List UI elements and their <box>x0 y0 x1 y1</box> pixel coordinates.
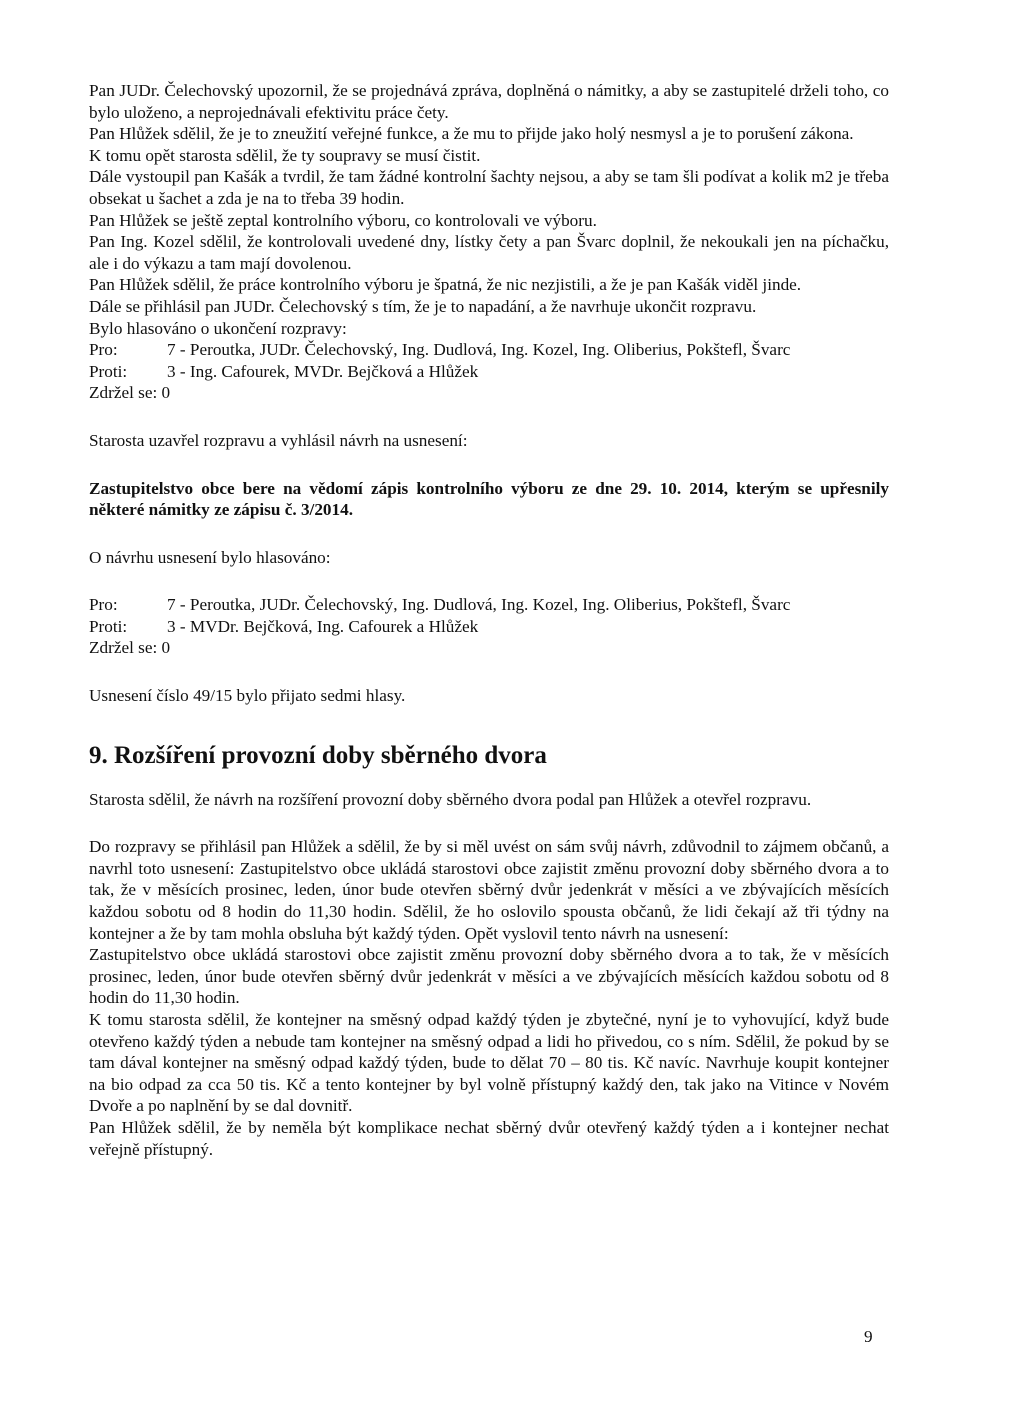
section-intro: Starosta sdělil, že návrh na rozšíření provozní doby sběrného dvora podal pan Hlůžek a otevřel rozpravu. <box>89 789 812 809</box>
vote-pro-label: Pro: <box>89 595 118 615</box>
section-heading: 9. Rozšíření provozní doby sběrného dvora <box>89 741 547 769</box>
vote-pro-value: 7 - Peroutka, JUDr. Čelechovský, Ing. Dudlová, Ing. Kozel, Ing. Oliberius, Pokštefl, Švarc <box>167 595 791 615</box>
document-page <box>89 80 889 1160</box>
paragraph: Pan Hlůžek sdělil, že práce kontrolního výboru je špatná, že nic nezjistili, a že je pan Kašák viděl jinde. <box>89 275 802 295</box>
starosta-closing: Starosta uzavřel rozpravu a vyhlásil návrh na usnesení: <box>89 430 468 450</box>
vote-intro: O návrhu usnesení bylo hlasováno: <box>89 547 331 567</box>
paragraph: Do rozpravy se přihlásil pan Hlůžek a sdělil, že by si měl uvést on sám svůj návrh, zdůvodnil to zájmem občanů, a navrhl toto usnesení: Zastupitelstvo obce ukládá starostovi obce zajistit změnu provozní doby sběrného dvora a to tak, že v měsících prosinec, leden, únor bude otevřen sběrný dvůr jedenkrát v měsíci a ve zbývajících měsících každou sobotu od 8 hodin do 11,30 hodin. Sdělil, že ho oslovilo spousta občanů, že lidi čekají až tři týdny na kontejner a že by tam mohla obsluha být každý týden. Opět vyslovil tento návrh na usnesení: <box>89 837 889 943</box>
paragraph: Pan Hlůžek sdělil, že by neměla být komplikace nechat sběrný dvůr otevřený každý týden a i kontejner nechat veřejně přístupný. <box>89 1117 889 1159</box>
vote-abstain: Zdržel se: 0 <box>89 383 171 403</box>
resolution-text: Zastupitelstvo obce bere na vědomí zápis kontrolního výboru ze dne 29. 10. 2014, kterým se upřesnily některé námitky ze zápisu č. 3/2014. <box>89 478 889 520</box>
paragraph: Pan Hlůžek se ještě zeptal kontrolního výboru, co kontrolovali ve výboru. <box>89 210 597 230</box>
vote-proti-row <box>89 361 889 383</box>
vote-proti-value: 3 - Ing. Cafourek, MVDr. Bejčková a Hlůžek <box>167 361 479 381</box>
paragraph: Dále se přihlásil pan JUDr. Čelechovský s tím, že je to napadání, a že navrhuje ukončit rozpravu. <box>89 296 757 316</box>
vote-proti-value: 3 - MVDr. Bejčková, Ing. Cafourek a Hlůžek <box>167 616 479 636</box>
paragraph: Pan JUDr. Čelechovský upozornil, že se projednává zpráva, doplněná o námitky, a aby se zastupitelé drželi toho, co bylo uloženo, a neprojednávali efektivitu práce čety. <box>89 81 889 122</box>
paragraph: Pan Hlůžek sdělil, že je to zneužití veřejné funkce, a že mu to přijde jako holý nesmysl a je to porušení zákona. <box>89 124 854 144</box>
page-number: 9 <box>864 1327 873 1346</box>
vote-pro-row <box>89 339 889 361</box>
paragraph: K tomu opět starosta sdělil, že ty soupravy se musí čistit. <box>89 145 481 165</box>
resolution-result: Usnesení číslo 49/15 bylo přijato sedmi hlasy. <box>89 686 406 706</box>
vote-abstain: Zdržel se: 0 <box>89 638 171 658</box>
paragraph: K tomu starosta sdělil, že kontejner na směsný odpad každý týden je zbytečné, nyní je to vyhovující, když bude otevřeno každý týden a nebude tam kontejner na směsný odpad a lidi ho přivedou, co s ním. Sdělil, že pokud by se tam dával kontejner na směsný odpad každý týden, bude to dělat 70 – 80 tis. Kč navíc. Navrhuje koupit kontejner na bio odpad za cca 50 tis. Kč a tento kontejner by byl volně přístupný každý den, tak jako na Vitince v Novém Dvoře a po naplnění by se dal dovnitř. <box>89 1010 889 1116</box>
paragraph: Bylo hlasováno o ukončení rozpravy: <box>89 318 347 338</box>
vote-pro-row <box>89 594 889 616</box>
paragraph: Dále vystoupil pan Kašák a tvrdil, že tam žádné kontrolní šachty nejsou, a aby se tam šli podívat a kolik m2 je třeba obsekat u šachet a zda je na to třeba 39 hodin. <box>89 167 889 208</box>
vote-pro-value: 7 - Peroutka, JUDr. Čelechovský, Ing. Dudlová, Ing. Kozel, Ing. Oliberius, Pokštefl, Švarc <box>167 340 791 360</box>
vote-pro-label: Pro: <box>89 340 118 360</box>
vote-proti-row <box>89 616 889 638</box>
vote-abstain-row <box>89 637 889 659</box>
vote-abstain-row <box>89 382 889 404</box>
vote-proti-label: Proti: <box>89 361 128 381</box>
paragraph: Zastupitelstvo obce ukládá starostovi obce zajistit změnu provozní doby sběrného dvora a to tak, že v měsících prosinec, leden, únor bude otevřen sběrný dvůr jedenkrát v měsíci a ve zbývajících měsících každou sobotu od 8 hodin do 11,30 hodin. <box>89 945 889 1008</box>
vote-proti-label: Proti: <box>89 616 128 636</box>
paragraph: Pan Ing. Kozel sdělil, že kontrolovali uvedené dny, lístky čety a pan Švarc doplnil, že nekoukali jen na píchačku, ale i do výkazu a tam mají dovolenou. <box>89 232 889 273</box>
